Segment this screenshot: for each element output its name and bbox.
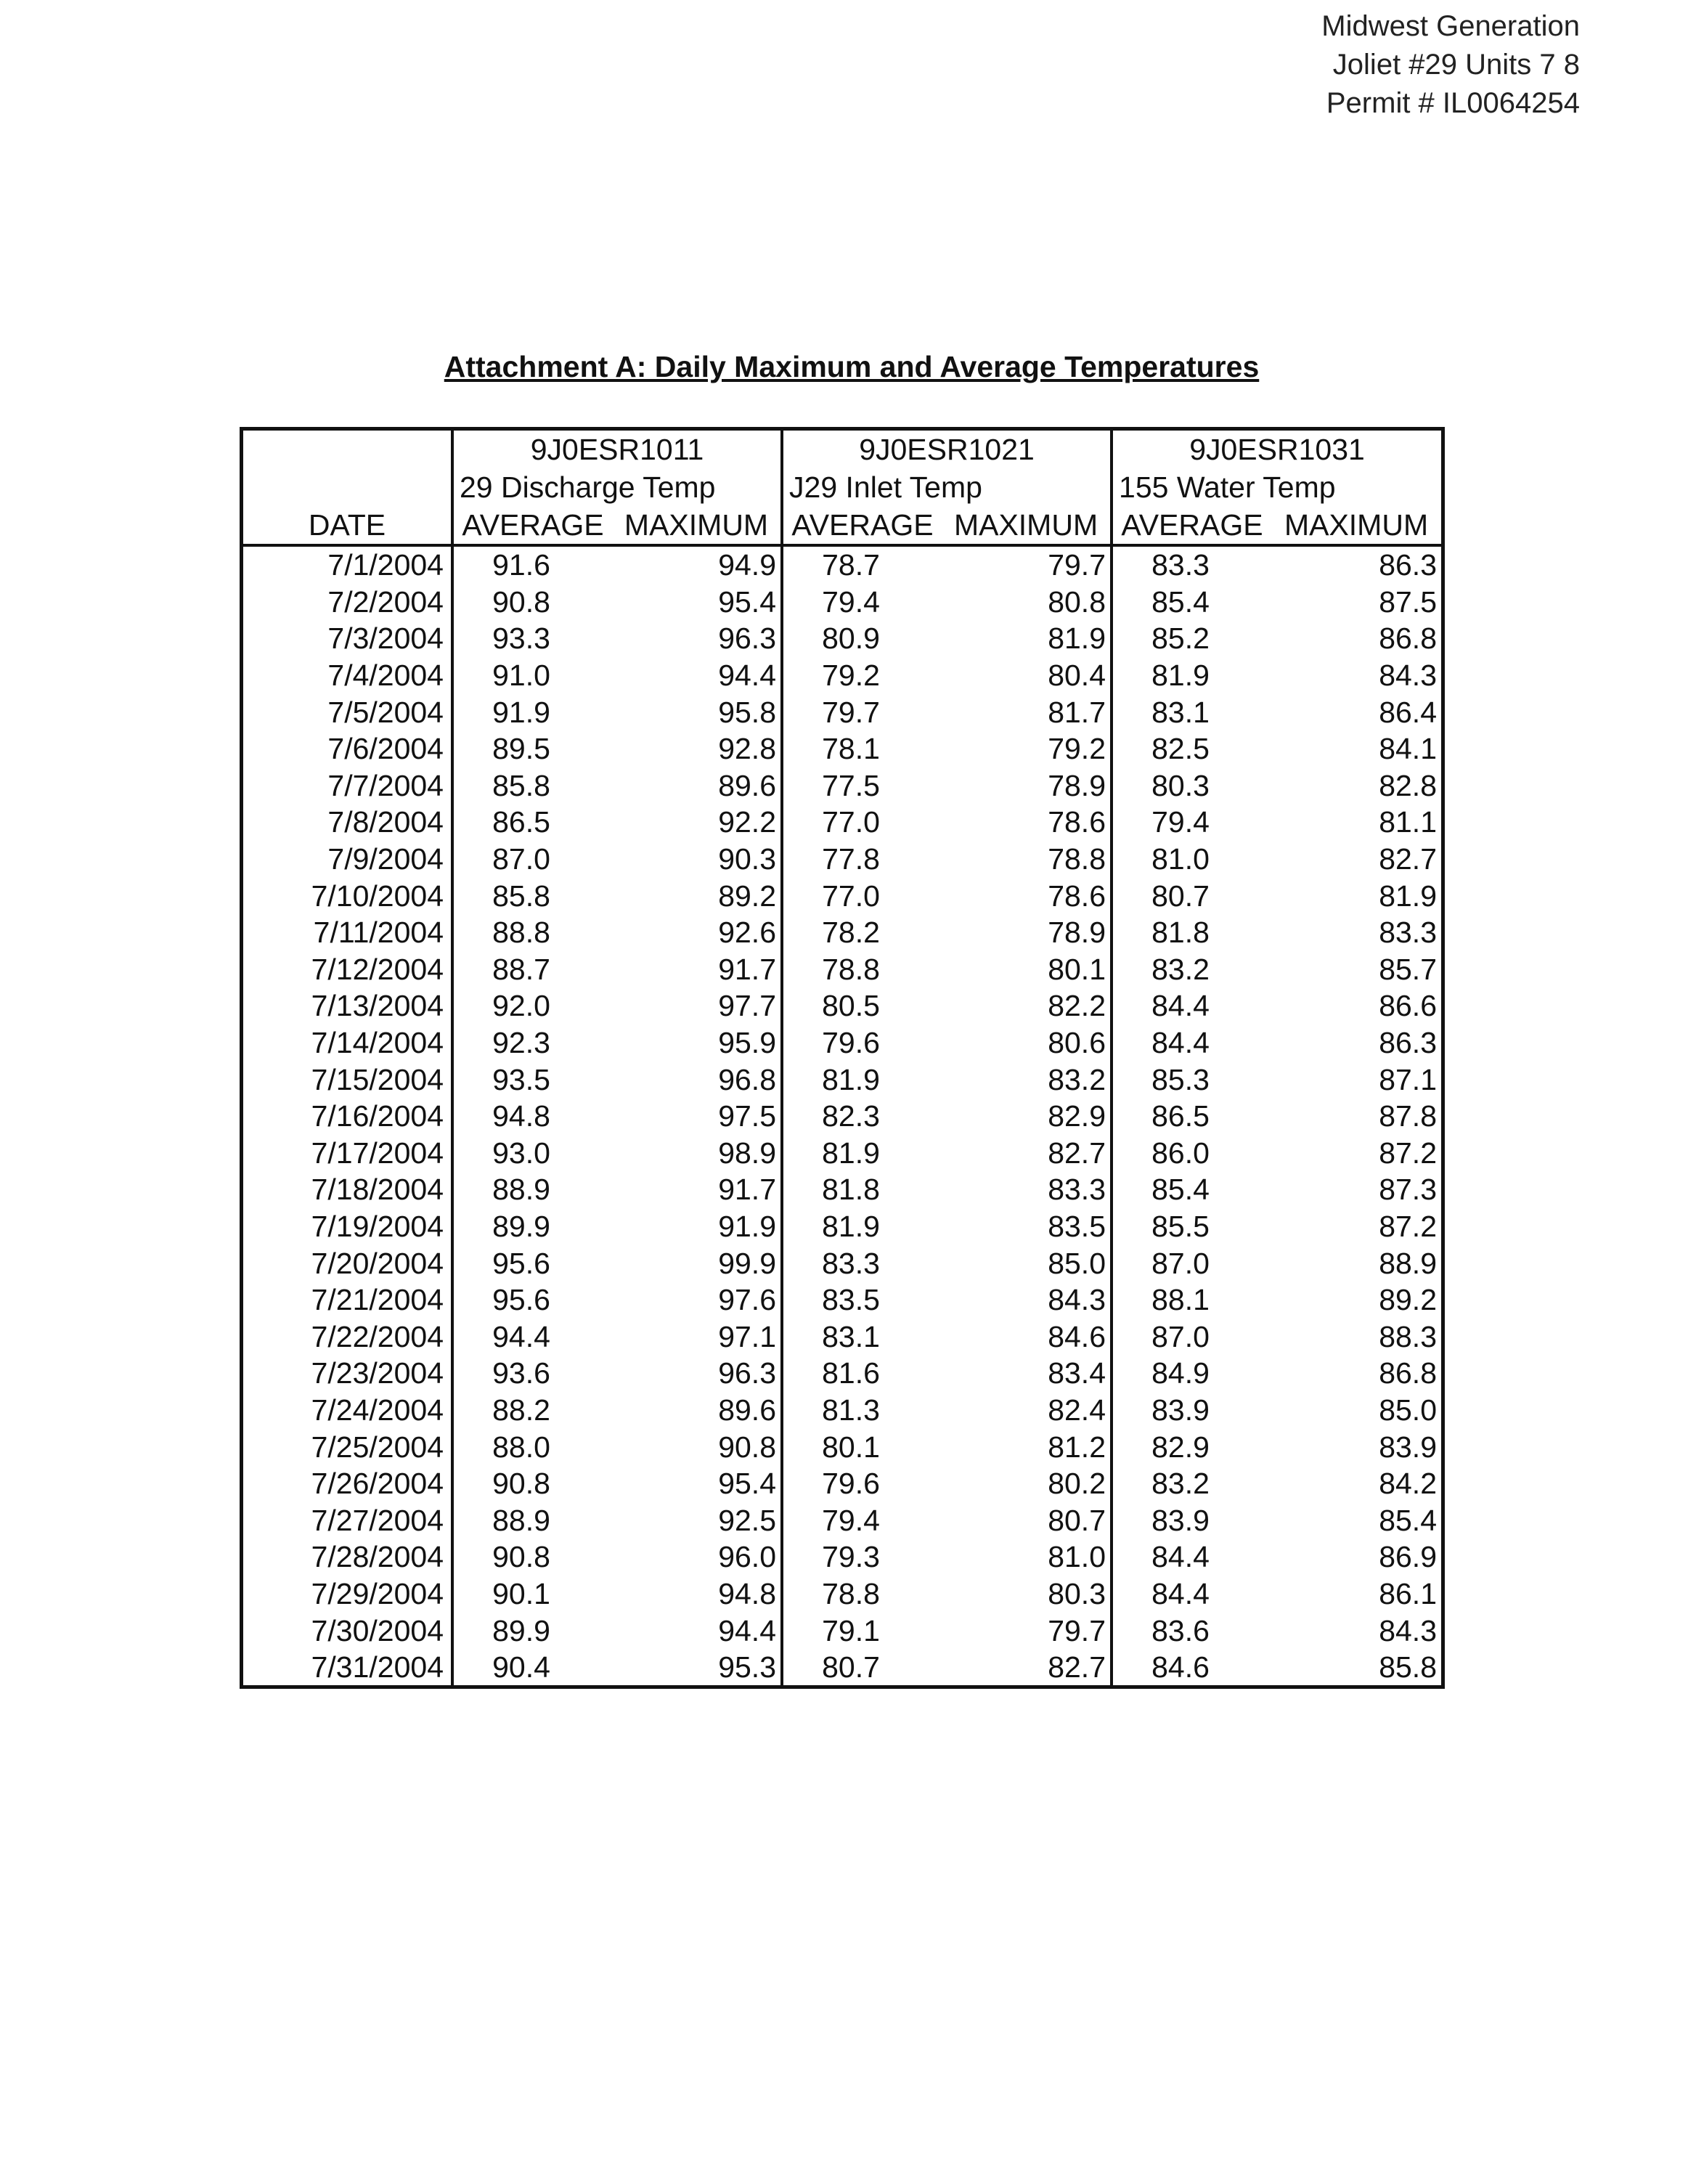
- table-row: [243, 1576, 1441, 1613]
- discharge-maximum-cell: 95.3: [718, 1650, 777, 1684]
- table-row: [243, 1135, 1441, 1172]
- date-cell: 7/3/2004: [327, 622, 444, 656]
- table-row: [243, 1318, 1441, 1355]
- date-cell: 7/17/2004: [311, 1136, 444, 1170]
- inlet-average-cell: 80.9: [782, 620, 942, 657]
- date-cell: 7/21/2004: [311, 1283, 444, 1317]
- inlet-maximum-cell: 80.7: [1048, 1503, 1106, 1537]
- discharge-maximum-cell: 95.4: [718, 584, 777, 619]
- inlet-maximum-cell: 80.3: [1048, 1576, 1106, 1610]
- inlet-maximum-cell: 79.7: [1048, 1613, 1106, 1647]
- water-maximum-cell: 86.3: [1379, 1026, 1438, 1060]
- water-average-cell: 85.3: [1112, 1061, 1271, 1098]
- average-column-header: AVERAGE: [452, 506, 612, 545]
- date-cell: 7/19/2004: [311, 1209, 444, 1243]
- table-row: [243, 693, 1441, 730]
- inlet-average-cell: 80.1: [782, 1428, 942, 1465]
- group-name: 29 Discharge Temp: [452, 468, 782, 506]
- discharge-average-cell: 90.4: [452, 1649, 612, 1686]
- inlet-average-cell: 79.4: [782, 1502, 942, 1539]
- table-row: [243, 1282, 1441, 1319]
- date-cell: 7/28/2004: [311, 1540, 444, 1574]
- discharge-average-cell: 93.0: [452, 1135, 612, 1172]
- inlet-maximum-cell: 78.9: [1048, 768, 1106, 802]
- discharge-maximum-cell: 97.1: [718, 1319, 777, 1353]
- water-average-cell: 83.3: [1112, 545, 1271, 584]
- table-row: [243, 1649, 1441, 1686]
- water-average-cell: 87.0: [1112, 1318, 1271, 1355]
- permit-number: Permit # IL0064254: [1326, 87, 1580, 119]
- inlet-average-cell: 77.5: [782, 767, 942, 804]
- date-cell: 7/29/2004: [311, 1576, 444, 1610]
- header-row-columns: [243, 506, 1441, 545]
- date-cell: 7/7/2004: [327, 768, 444, 802]
- water-maximum-cell: 81.1: [1379, 805, 1438, 839]
- water-average-cell: 85.4: [1112, 584, 1271, 621]
- water-average-cell: 83.9: [1112, 1392, 1271, 1429]
- inlet-average-cell: 81.9: [782, 1208, 942, 1245]
- water-average-cell: 83.2: [1112, 1465, 1271, 1502]
- discharge-maximum-cell: 90.8: [718, 1430, 777, 1464]
- document-header: [1321, 7, 1580, 123]
- table-row: [243, 1465, 1441, 1502]
- water-average-cell: 85.5: [1112, 1208, 1271, 1245]
- inlet-average-cell: 79.3: [782, 1539, 942, 1576]
- discharge-maximum-cell: 96.3: [718, 1356, 777, 1390]
- inlet-maximum-cell: 81.0: [1048, 1540, 1106, 1574]
- table-row: [243, 1244, 1441, 1282]
- discharge-average-cell: 88.9: [452, 1502, 612, 1539]
- table-row: [243, 730, 1441, 767]
- group-code: 9J0ESR1021: [782, 431, 1112, 468]
- discharge-average-cell: 88.8: [452, 914, 612, 951]
- discharge-maximum-cell: 98.9: [718, 1136, 777, 1170]
- water-maximum-cell: 86.8: [1379, 622, 1438, 656]
- maximum-column-header: MAXIMUM: [942, 506, 1112, 545]
- discharge-maximum-cell: 89.2: [718, 879, 777, 913]
- discharge-average-cell: 93.6: [452, 1355, 612, 1392]
- table-row: [243, 1355, 1441, 1392]
- site-name: Joliet #29 Units 7 8: [1332, 49, 1580, 81]
- inlet-maximum-cell: 83.3: [1048, 1173, 1106, 1207]
- inlet-maximum-cell: 85.0: [1048, 1246, 1106, 1280]
- water-average-cell: 83.9: [1112, 1502, 1271, 1539]
- water-maximum-cell: 84.3: [1379, 1613, 1438, 1647]
- table-row: [243, 1171, 1441, 1208]
- water-maximum-cell: 87.3: [1379, 1173, 1438, 1207]
- discharge-average-cell: 89.9: [452, 1208, 612, 1245]
- table-row: [243, 987, 1441, 1024]
- group-name: J29 Inlet Temp: [782, 468, 1112, 506]
- water-average-cell: 87.0: [1112, 1244, 1271, 1282]
- water-average-cell: 81.9: [1112, 657, 1271, 694]
- table-row: [243, 545, 1441, 584]
- water-average-cell: 84.4: [1112, 1024, 1271, 1062]
- discharge-average-cell: 95.6: [452, 1282, 612, 1319]
- inlet-average-cell: 78.7: [782, 545, 942, 584]
- average-column-header: AVERAGE: [782, 506, 942, 545]
- discharge-maximum-cell: 94.9: [718, 548, 777, 582]
- header-row-names: [243, 468, 1441, 506]
- discharge-average-cell: 85.8: [452, 877, 612, 914]
- discharge-average-cell: 93.3: [452, 620, 612, 657]
- table-row: [243, 804, 1441, 841]
- inlet-maximum-cell: 80.6: [1048, 1026, 1106, 1060]
- water-maximum-cell: 88.3: [1379, 1319, 1438, 1353]
- water-maximum-cell: 86.4: [1379, 695, 1438, 729]
- discharge-maximum-cell: 92.5: [718, 1503, 777, 1537]
- discharge-maximum-cell: 97.6: [718, 1283, 777, 1317]
- date-cell: 7/26/2004: [311, 1467, 444, 1501]
- water-average-cell: 83.6: [1112, 1612, 1271, 1649]
- water-average-cell: 80.7: [1112, 877, 1271, 914]
- discharge-maximum-cell: 92.6: [718, 916, 777, 950]
- inlet-average-cell: 81.8: [782, 1171, 942, 1208]
- discharge-maximum-cell: 97.5: [718, 1099, 777, 1133]
- inlet-average-cell: 83.1: [782, 1318, 942, 1355]
- date-cell: 7/24/2004: [311, 1393, 444, 1427]
- inlet-average-cell: 77.8: [782, 841, 942, 878]
- discharge-maximum-cell: 91.9: [718, 1209, 777, 1243]
- inlet-maximum-cell: 81.7: [1048, 695, 1106, 729]
- inlet-average-cell: 78.1: [782, 730, 942, 767]
- discharge-average-cell: 94.4: [452, 1318, 612, 1355]
- discharge-average-cell: 88.7: [452, 951, 612, 988]
- date-cell: 7/12/2004: [311, 952, 444, 986]
- discharge-maximum-cell: 91.7: [718, 1173, 777, 1207]
- discharge-maximum-cell: 97.7: [718, 989, 777, 1023]
- discharge-maximum-cell: 95.8: [718, 695, 777, 729]
- discharge-maximum-cell: 99.9: [718, 1246, 777, 1280]
- discharge-average-cell: 86.5: [452, 804, 612, 841]
- table-row: [243, 841, 1441, 878]
- date-cell: 7/30/2004: [311, 1613, 444, 1647]
- discharge-maximum-cell: 96.8: [718, 1062, 777, 1096]
- inlet-average-cell: 79.6: [782, 1465, 942, 1502]
- discharge-average-cell: 89.9: [452, 1612, 612, 1649]
- discharge-maximum-cell: 92.8: [718, 732, 777, 766]
- water-average-cell: 83.2: [1112, 951, 1271, 988]
- water-maximum-cell: 83.3: [1379, 916, 1438, 950]
- water-average-cell: 83.1: [1112, 693, 1271, 730]
- date-cell: 7/20/2004: [311, 1246, 444, 1280]
- inlet-average-cell: 79.6: [782, 1024, 942, 1062]
- inlet-average-cell: 80.5: [782, 987, 942, 1024]
- water-maximum-cell: 85.8: [1379, 1650, 1438, 1684]
- date-cell: 7/18/2004: [311, 1173, 444, 1207]
- water-average-cell: 88.1: [1112, 1282, 1271, 1319]
- discharge-average-cell: 87.0: [452, 841, 612, 878]
- inlet-maximum-cell: 80.1: [1048, 952, 1106, 986]
- date-cell: 7/8/2004: [327, 805, 444, 839]
- inlet-maximum-cell: 78.6: [1048, 879, 1106, 913]
- date-cell: 7/2/2004: [327, 584, 444, 619]
- inlet-average-cell: 77.0: [782, 877, 942, 914]
- inlet-maximum-cell: 82.2: [1048, 989, 1106, 1023]
- inlet-average-cell: 81.9: [782, 1135, 942, 1172]
- table-row: [243, 767, 1441, 804]
- date-cell: 7/9/2004: [327, 842, 444, 876]
- group-code: 9J0ESR1011: [452, 431, 782, 468]
- water-maximum-cell: 88.9: [1379, 1246, 1438, 1280]
- water-maximum-cell: 86.1: [1379, 1576, 1438, 1610]
- discharge-average-cell: 92.0: [452, 987, 612, 1024]
- table-body: [243, 545, 1441, 1685]
- inlet-average-cell: 81.6: [782, 1355, 942, 1392]
- table-row: [243, 1098, 1441, 1135]
- date-cell: 7/23/2004: [311, 1356, 444, 1390]
- discharge-average-cell: 89.5: [452, 730, 612, 767]
- discharge-average-cell: 91.0: [452, 657, 612, 694]
- inlet-maximum-cell: 80.8: [1048, 584, 1106, 619]
- discharge-maximum-cell: 94.4: [718, 659, 777, 693]
- inlet-maximum-cell: 80.2: [1048, 1467, 1106, 1501]
- discharge-maximum-cell: 89.6: [718, 768, 777, 802]
- discharge-average-cell: 85.8: [452, 767, 612, 804]
- water-average-cell: 84.6: [1112, 1649, 1271, 1686]
- inlet-maximum-cell: 82.9: [1048, 1099, 1106, 1133]
- maximum-column-header: MAXIMUM: [1271, 506, 1441, 545]
- water-maximum-cell: 86.6: [1379, 989, 1438, 1023]
- table-row: [243, 1428, 1441, 1465]
- water-maximum-cell: 87.1: [1379, 1062, 1438, 1096]
- inlet-maximum-cell: 79.2: [1048, 732, 1106, 766]
- table-row: [243, 620, 1441, 657]
- discharge-average-cell: 91.6: [452, 545, 612, 584]
- discharge-average-cell: 92.3: [452, 1024, 612, 1062]
- inlet-average-cell: 82.3: [782, 1098, 942, 1135]
- date-cell: 7/25/2004: [311, 1430, 444, 1464]
- date-cell: 7/13/2004: [311, 989, 444, 1023]
- water-average-cell: 85.4: [1112, 1171, 1271, 1208]
- discharge-maximum-cell: 92.2: [718, 805, 777, 839]
- inlet-average-cell: 79.2: [782, 657, 942, 694]
- water-average-cell: 82.5: [1112, 730, 1271, 767]
- inlet-average-cell: 78.8: [782, 1576, 942, 1613]
- date-cell: 7/5/2004: [327, 695, 444, 729]
- discharge-average-cell: 93.5: [452, 1061, 612, 1098]
- water-maximum-cell: 84.3: [1379, 659, 1438, 693]
- date-cell: 7/11/2004: [313, 916, 444, 950]
- discharge-average-cell: 90.1: [452, 1576, 612, 1613]
- table-row: [243, 1024, 1441, 1062]
- discharge-maximum-cell: 94.8: [718, 1576, 777, 1610]
- inlet-average-cell: 81.3: [782, 1392, 942, 1429]
- inlet-maximum-cell: 82.7: [1048, 1136, 1106, 1170]
- water-maximum-cell: 87.8: [1379, 1099, 1438, 1133]
- discharge-average-cell: 90.8: [452, 584, 612, 621]
- date-cell: 7/27/2004: [311, 1503, 444, 1537]
- date-cell: 7/1/2004: [327, 548, 444, 582]
- discharge-maximum-cell: 95.4: [718, 1467, 777, 1501]
- water-average-cell: 82.9: [1112, 1428, 1271, 1465]
- water-maximum-cell: 84.2: [1379, 1467, 1438, 1501]
- water-average-cell: 85.2: [1112, 620, 1271, 657]
- document-title: Attachment A: Daily Maximum and Average Temperatures: [444, 350, 1260, 383]
- water-average-cell: 84.4: [1112, 1539, 1271, 1576]
- date-cell: 7/15/2004: [311, 1062, 444, 1096]
- inlet-maximum-cell: 84.3: [1048, 1283, 1106, 1317]
- table-row: [243, 877, 1441, 914]
- water-average-cell: 81.0: [1112, 841, 1271, 878]
- group-code: 9J0ESR1031: [1112, 431, 1441, 468]
- water-average-cell: 86.0: [1112, 1135, 1271, 1172]
- inlet-maximum-cell: 79.7: [1048, 548, 1106, 582]
- date-cell: 7/4/2004: [327, 659, 444, 693]
- water-maximum-cell: 83.9: [1379, 1430, 1438, 1464]
- water-maximum-cell: 85.4: [1379, 1503, 1438, 1537]
- average-column-header: AVERAGE: [1112, 506, 1271, 545]
- group-name: 155 Water Temp: [1112, 468, 1441, 506]
- date-cell: 7/14/2004: [311, 1026, 444, 1060]
- water-average-cell: 84.9: [1112, 1355, 1271, 1392]
- date-cell: 7/16/2004: [311, 1099, 444, 1133]
- table-row: [243, 1208, 1441, 1245]
- discharge-average-cell: 94.8: [452, 1098, 612, 1135]
- inlet-maximum-cell: 81.9: [1048, 622, 1106, 656]
- inlet-maximum-cell: 83.2: [1048, 1062, 1106, 1096]
- discharge-average-cell: 90.8: [452, 1465, 612, 1502]
- water-maximum-cell: 82.8: [1379, 768, 1438, 802]
- inlet-average-cell: 79.4: [782, 584, 942, 621]
- water-maximum-cell: 81.9: [1379, 879, 1438, 913]
- inlet-average-cell: 78.8: [782, 951, 942, 988]
- discharge-maximum-cell: 94.4: [718, 1613, 777, 1647]
- water-maximum-cell: 84.1: [1379, 732, 1438, 766]
- discharge-average-cell: 95.6: [452, 1244, 612, 1282]
- water-average-cell: 84.4: [1112, 987, 1271, 1024]
- inlet-average-cell: 81.9: [782, 1061, 942, 1098]
- inlet-average-cell: 80.7: [782, 1649, 942, 1686]
- water-maximum-cell: 86.3: [1379, 548, 1438, 582]
- inlet-maximum-cell: 80.4: [1048, 659, 1106, 693]
- discharge-average-cell: 90.8: [452, 1539, 612, 1576]
- inlet-maximum-cell: 82.7: [1048, 1650, 1106, 1684]
- water-maximum-cell: 86.9: [1379, 1540, 1438, 1574]
- water-maximum-cell: 87.2: [1379, 1136, 1438, 1170]
- discharge-maximum-cell: 90.3: [718, 842, 777, 876]
- table-row: [243, 584, 1441, 621]
- discharge-average-cell: 88.0: [452, 1428, 612, 1465]
- inlet-maximum-cell: 78.6: [1048, 805, 1106, 839]
- inlet-maximum-cell: 78.8: [1048, 842, 1106, 876]
- discharge-maximum-cell: 95.9: [718, 1026, 777, 1060]
- inlet-maximum-cell: 83.4: [1048, 1356, 1106, 1390]
- header-row-codes: [243, 431, 1441, 468]
- inlet-average-cell: 78.2: [782, 914, 942, 951]
- discharge-maximum-cell: 89.6: [718, 1393, 777, 1427]
- discharge-average-cell: 88.2: [452, 1392, 612, 1429]
- discharge-average-cell: 91.9: [452, 693, 612, 730]
- inlet-maximum-cell: 83.5: [1048, 1209, 1106, 1243]
- inlet-average-cell: 83.5: [782, 1282, 942, 1319]
- inlet-maximum-cell: 82.4: [1048, 1393, 1106, 1427]
- temperature-table: [240, 427, 1445, 1689]
- inlet-average-cell: 77.0: [782, 804, 942, 841]
- water-maximum-cell: 86.8: [1379, 1356, 1438, 1390]
- inlet-average-cell: 79.1: [782, 1612, 942, 1649]
- water-average-cell: 79.4: [1112, 804, 1271, 841]
- date-column-header: DATE: [243, 506, 452, 545]
- water-average-cell: 84.4: [1112, 1576, 1271, 1613]
- water-maximum-cell: 87.5: [1379, 584, 1438, 619]
- table-row: [243, 657, 1441, 694]
- water-average-cell: 86.5: [1112, 1098, 1271, 1135]
- table-row: [243, 1392, 1441, 1429]
- table-row: [243, 951, 1441, 988]
- discharge-maximum-cell: 96.3: [718, 622, 777, 656]
- inlet-maximum-cell: 84.6: [1048, 1319, 1106, 1353]
- date-cell: 7/31/2004: [311, 1650, 444, 1684]
- table-row: [243, 1539, 1441, 1576]
- table-row: [243, 1502, 1441, 1539]
- date-cell: 7/6/2004: [327, 732, 444, 766]
- water-average-cell: 81.8: [1112, 914, 1271, 951]
- company-name: Midwest Generation: [1321, 10, 1580, 42]
- discharge-maximum-cell: 91.7: [718, 952, 777, 986]
- water-maximum-cell: 85.0: [1379, 1393, 1438, 1427]
- water-maximum-cell: 85.7: [1379, 952, 1438, 986]
- inlet-average-cell: 79.7: [782, 693, 942, 730]
- date-cell: 7/22/2004: [311, 1319, 444, 1353]
- discharge-average-cell: 88.9: [452, 1171, 612, 1208]
- table-row: [243, 1061, 1441, 1098]
- water-maximum-cell: 82.7: [1379, 842, 1438, 876]
- water-maximum-cell: 89.2: [1379, 1283, 1438, 1317]
- inlet-maximum-cell: 81.2: [1048, 1430, 1106, 1464]
- maximum-column-header: MAXIMUM: [612, 506, 782, 545]
- inlet-average-cell: 83.3: [782, 1244, 942, 1282]
- date-cell: 7/10/2004: [311, 879, 444, 913]
- water-maximum-cell: 87.2: [1379, 1209, 1438, 1243]
- table-row: [243, 1612, 1441, 1649]
- water-average-cell: 80.3: [1112, 767, 1271, 804]
- table-row: [243, 914, 1441, 951]
- discharge-maximum-cell: 96.0: [718, 1540, 777, 1574]
- inlet-maximum-cell: 78.9: [1048, 916, 1106, 950]
